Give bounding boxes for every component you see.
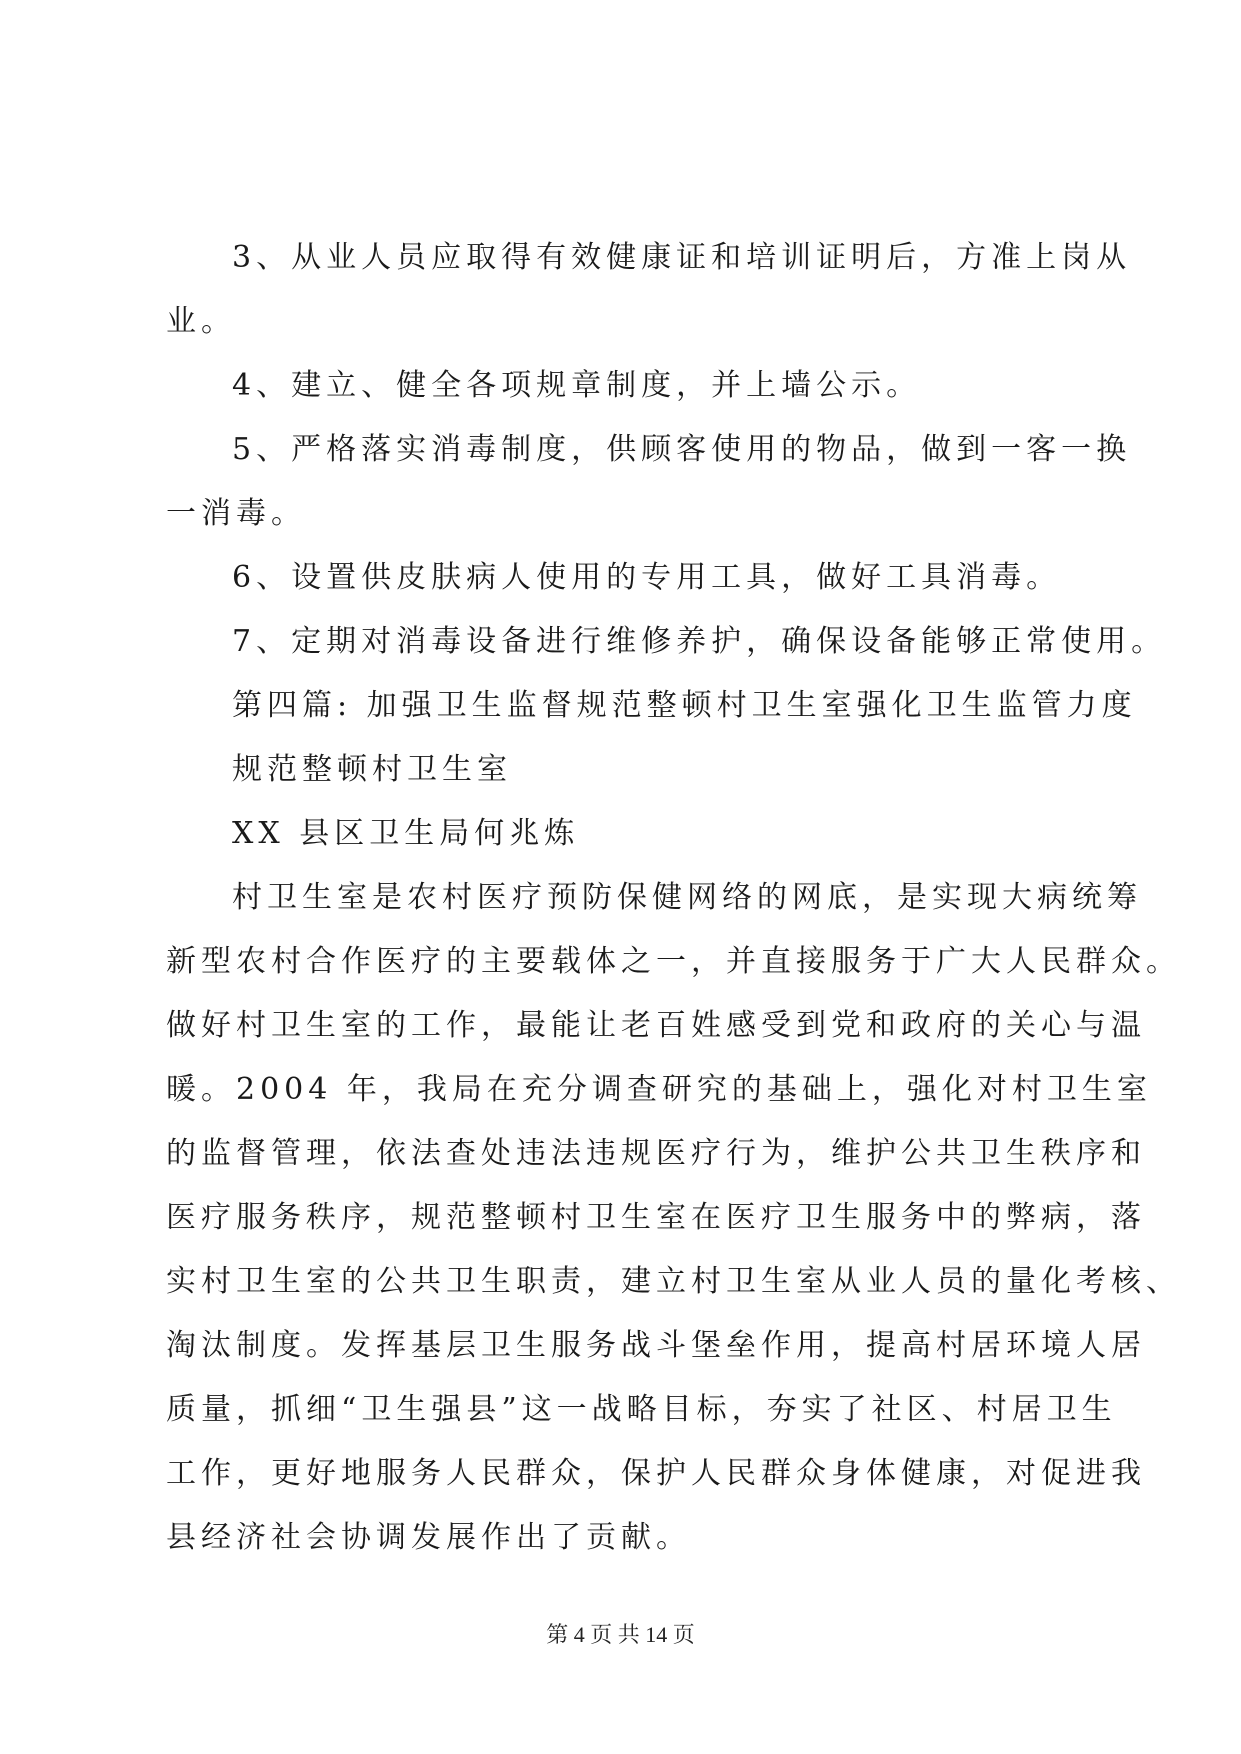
body-line-1: 村卫生室是农村医疗预防保健网络的网底，是实现大病统筹 [232, 880, 1142, 915]
list-item-6: 6、设置供皮肤病人使用的专用工具，做好工具消毒。 [232, 560, 1062, 595]
body-line-8: 淘汰制度。发挥基层卫生服务战斗堡垒作用，提高村居环境人居 [166, 1328, 1146, 1363]
section-subtitle: 规范整顿村卫生室 [232, 752, 512, 787]
body-line-4: 暖。2004 年，我局在充分调查研究的基础上，强化对村卫生室 [166, 1072, 1152, 1107]
list-item-5-line-1: 5、严格落实消毒制度，供顾客使用的物品，做到一客一换 [232, 432, 1132, 467]
body-line-10: 工作，更好地服务人民群众，保护人民群众身体健康，对促进我 [166, 1456, 1146, 1491]
page-number-footer: 第 4 页 共 14 页 [546, 1622, 695, 1647]
body-line-5: 的监督管理，依法查处违法违规医疗行为，维护公共卫生秩序和 [166, 1136, 1146, 1171]
body-line-7: 实村卫生室的公共卫生职责，建立村卫生室从业人员的量化考核、 [166, 1264, 1181, 1299]
body-line-9: 质量，抓细“卫生强县”这一战略目标，夯实了社区、村居卫生 [166, 1392, 1117, 1427]
list-item-3-line-1: 3、从业人员应取得有效健康证和培训证明后，方准上岗从 [232, 240, 1132, 275]
body-line-2: 新型农村合作医疗的主要载体之一，并直接服务于广大人民群众。 [166, 944, 1181, 979]
list-item-4: 4、建立、健全各项规章制度，并上墙公示。 [232, 368, 922, 403]
body-line-11: 县经济社会协调发展作出了贡献。 [166, 1520, 691, 1555]
document-body [166, 226, 1181, 1570]
body-line-3: 做好村卫生室的工作，最能让老百姓感受到党和政府的关心与温 [166, 1008, 1146, 1043]
author-line: XX 县区卫生局何兆炼 [232, 816, 580, 851]
list-item-5-line-2: 一消毒。 [166, 496, 306, 531]
list-item-3-line-2: 业。 [166, 304, 236, 339]
body-line-6: 医疗服务秩序，规范整顿村卫生室在医疗卫生服务中的弊病，落 [166, 1200, 1146, 1235]
list-item-7: 7、定期对消毒设备进行维修养护，确保设备能够正常使用。 [232, 624, 1167, 659]
section-title: 第四篇: 加强卫生监督规范整顿村卫生室强化卫生监管力度 [232, 688, 1137, 723]
